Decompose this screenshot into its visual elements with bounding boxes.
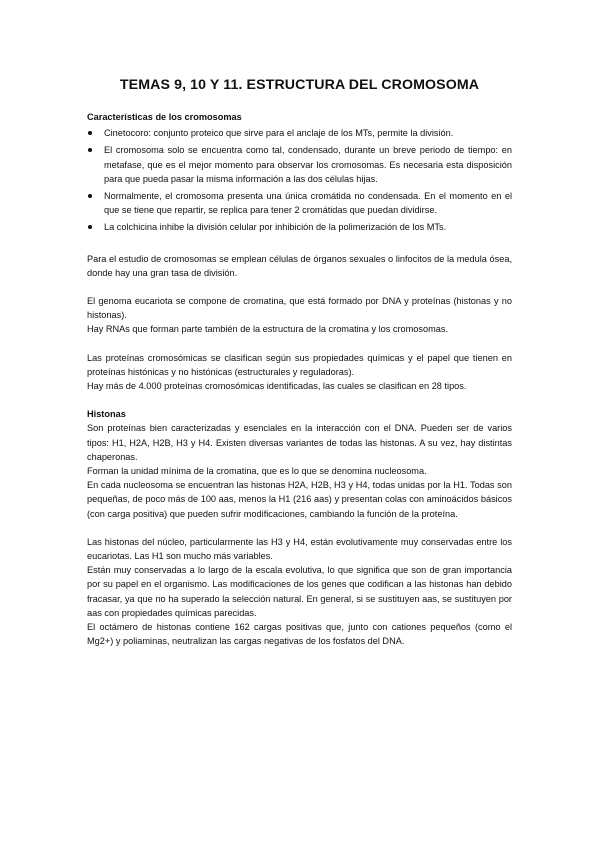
paragraph: Son proteínas bien caracterizadas y esenciales en la interacción con el DNA. Pueden ser de varios tipos: H1, H2A, H2B, H3 y H4. Existen diversas variantes de todas las histonas. A su vez, hay distintas chaperonas. — [87, 423, 512, 462]
paragraph: En cada nucleosoma se encuentran las histonas H2A, H2B, H3 y H4, todas unidas por la H1. Todas son pequeñas, de poco más de 100 aas, menos la H1 (216 aas) y presentan colas con aminoácidos básicos (con carga positiva) que pueden sufrir modificaciones, cambiando la función de la proteína. — [87, 480, 512, 519]
list-item-text: Normalmente, el cromosoma presenta una única cromátida no condensada. En el momento en el que se tiene que repartir, se replica para tener 2 cromátidas que puedan dividirse. — [104, 191, 512, 216]
paragraph: El octámero de histonas contiene 162 cargas positivas que, junto con cationes pequeños (como el Mg2+) y poliaminas, neutralizan las cargas negativas de los fosfatos del DNA. — [87, 622, 512, 647]
spacer — [87, 393, 512, 407]
list-item — [87, 189, 512, 217]
list-item — [87, 143, 512, 186]
paragraph: Hay más de 4.000 proteínas cromosómicas identificadas, las cuales se clasifican en 28 tipos. — [87, 381, 467, 392]
spacer — [87, 238, 512, 252]
bullet-icon — [88, 194, 92, 198]
spacer — [87, 521, 512, 535]
list-item-text: El cromosoma solo se encuentra como tal, condensado, durante un breve periodo de tiempo: en metafase, que es el mejor momento para observar los cromosomas. Es necesaria esta disposición para que pueda pasar la misma información a las dos células hijas. — [104, 145, 512, 184]
bullet-icon — [88, 225, 92, 229]
list-item — [87, 220, 512, 234]
paragraph: Forman la unidad mínima de la cromatina, que es lo que se denomina nucleosoma. — [87, 466, 427, 477]
paragraph: Las histonas del núcleo, particularmente las H3 y H4, están evolutivamente muy conservadas entre los eucariotas. Las H1 son mucho más variables. — [87, 536, 512, 562]
spacer — [87, 337, 512, 351]
list-item-text: La colchicina inhibe la división celular por inhibición de la polimerización de los MTs. — [104, 222, 447, 233]
bullet-icon — [88, 148, 92, 152]
paragraph: Hay RNAs que forman parte también de la estructura de la cromatina y los cromosomas. — [87, 324, 449, 335]
paragraph: El genoma eucariota se compone de cromatina, que está formado por DNA y proteínas (histonas y no histonas). — [87, 296, 512, 321]
section-heading-histonas: Histonas — [87, 409, 126, 420]
list-item-text: Cinetocoro: conjunto proteico que sirve para el anclaje de los MTs, permite la división. — [104, 128, 454, 139]
paragraph: Para el estudio de cromosomas se emplean células de órganos sexuales o linfocitos de la medula ósea, donde hay una gran tasa de división. — [87, 253, 512, 278]
bullet-icon — [88, 131, 92, 135]
page-title: TEMAS 9, 10 Y 11. ESTRUCTURA DEL CROMOSOMA — [119, 77, 480, 93]
list-item — [87, 126, 512, 140]
paragraph: Las proteínas cromosómicas se clasifican según sus propiedades químicas y el papel que tienen en proteínas histónicas y no histónicas (estructurales y reguladoras). — [87, 352, 512, 377]
paragraph: Están muy conservadas a lo largo de la escala evolutiva, lo que significa que son de gran importancia por su papel en el organismo. Las modificaciones de los genes que codifican a las histonas han debido fracasar, ya que no ha superado la selección natural. En general, si se sustituyen aas, se sustituyen por aas con propiedades químicas parecidas. — [87, 565, 512, 618]
bullet-list — [87, 126, 512, 234]
spacer — [87, 280, 512, 294]
section-heading-caracteristicas: Características de los cromosomas — [87, 112, 242, 122]
